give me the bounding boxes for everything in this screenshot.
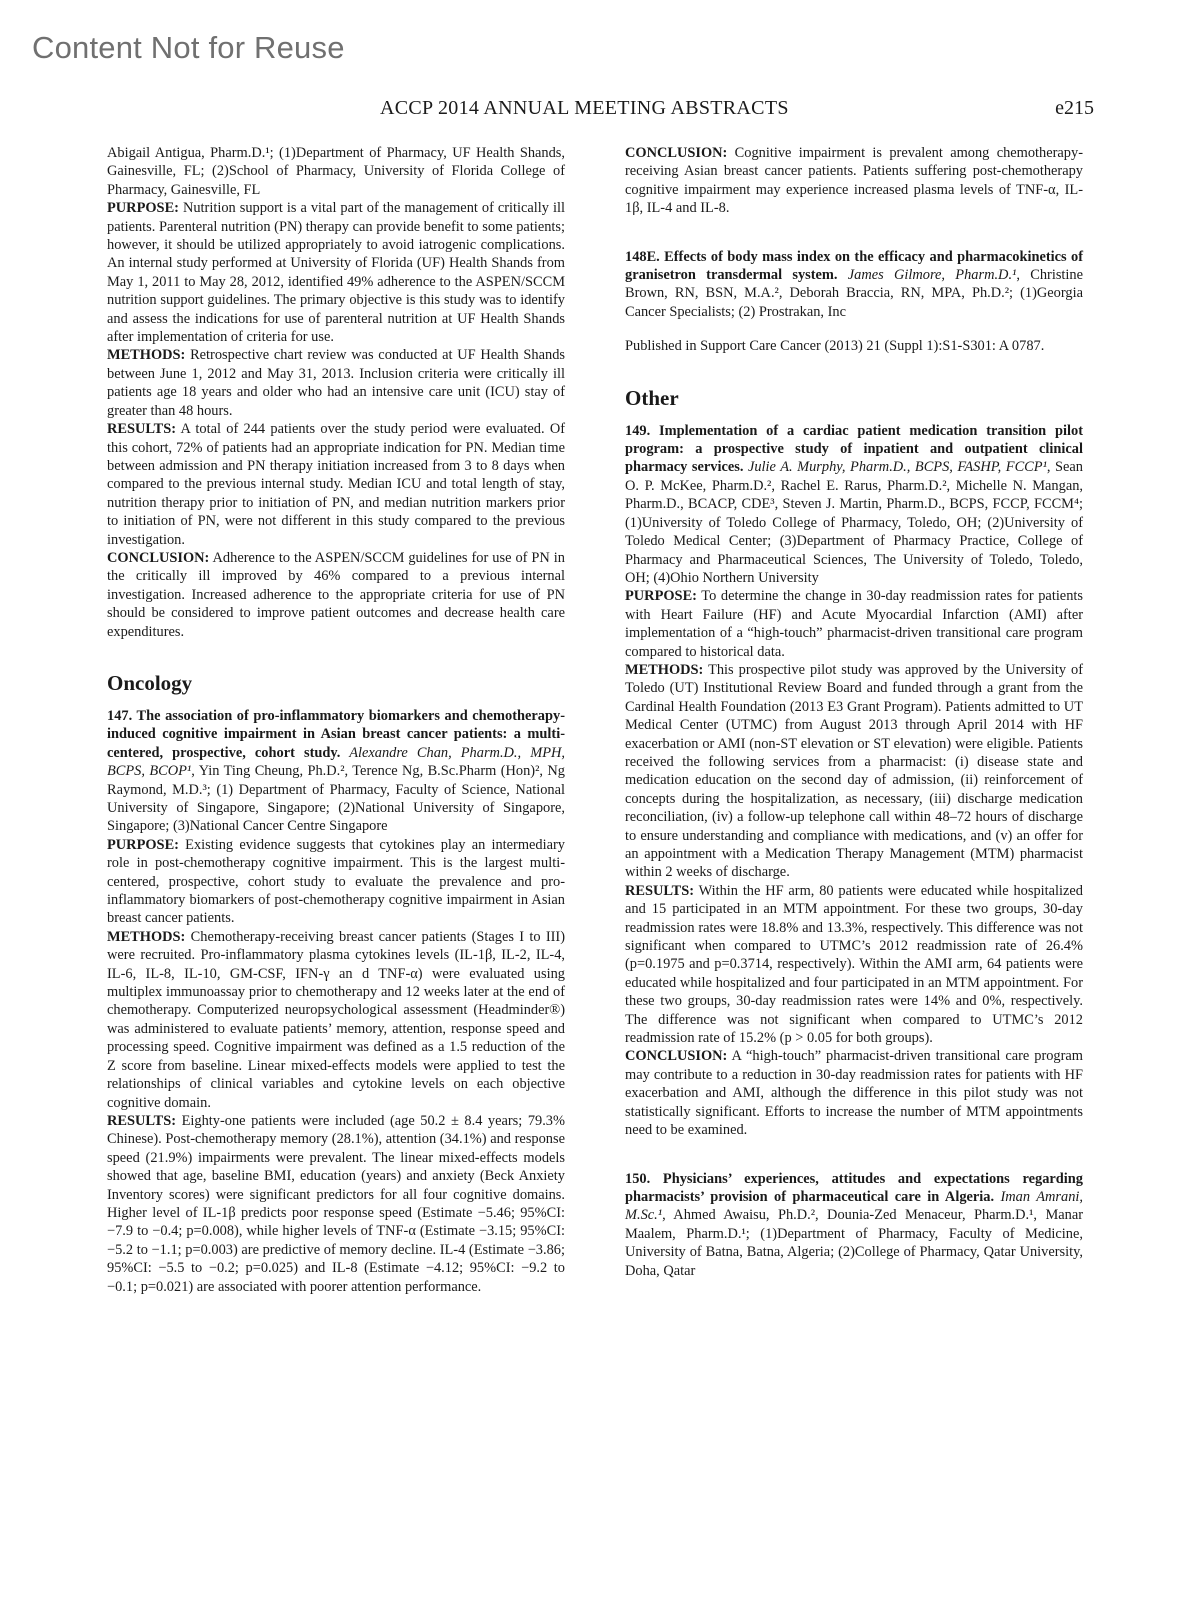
- abstract-149-results: [625, 882, 1083, 1048]
- results-label: RESULTS:: [625, 882, 695, 899]
- abstract-148e-title: 148E. Effects of body mass index on the efficacy and pharmacokinetics of granisetron transdermal system.: [625, 248, 1083, 284]
- results-label: RESULTS:: [107, 421, 177, 438]
- abstract-150-authors: , Ahmed Awaisu, Ph.D.², Dounia-Zed Menaceur, Pharm.D.¹, Manar Maalem, Pharm.D.¹; (1)Department of Pharmacy, Faculty of Medicine, University of Batna, Batna, Algeria; (2)College of Pharmacy, Qatar University, Doha, Qatar: [625, 1207, 1083, 1279]
- prev-abstract-results: [107, 420, 565, 549]
- abstract-149-lead-author: Julie A. Murphy, Pharm.D., BCPS, FASHP, FCCP¹: [743, 459, 1047, 476]
- abstract-150-lead-author: Iman Amrani, M.Sc.¹: [625, 1188, 1084, 1224]
- abstract-148e-header: [625, 248, 1083, 322]
- abstract-147-results: [107, 1112, 565, 1296]
- results-label: RESULTS:: [107, 1112, 177, 1129]
- results-text: Eighty-one patients were included (age 50.2 ± 8.4 years; 79.3% Chinese). Post-chemotherapy memory (28.1%), attention (34.1%) and response speed (21.9%) impairments were prevalent. The linear mixed-effects models showed that age, baseline BMI, education (years) and anxiety (Beck Anxiety Inventory scores) were significant predictors for all four cognitive domains. Higher level of IL-1β predicts poor response speed (Estimate −5.46; 95%CI: −7.9 to −0.4; p=0.008), while higher levels of TNF-α (Estimate −3.15; 95%CI: −5.2 to −1.1; p=0.003) are predictive of memory decline. IL-4 (Estimate −3.86; 95%CI: −5.5 to −0.2; p=0.025) and IL-8 (Estimate −4.12; 95%CI: −9.2 to −0.1; p=0.021) are associated with poorer attention performance.: [107, 1112, 565, 1295]
- purpose-text: Nutrition support is a vital part of the management of critically ill patients. Parenteral nutrition (PN) therapy can provide benefit to some patients; however, it should be utilized appropriately to avoid iatrogenic complications. An internal study performed at University of Florida (UF) Health Shands from May 1, 2011 to May 28, 2012, identified 49% adherence to the ASPEN/SCCM nutrition support guidelines. The primary objective is this study was to identify and assess the indications for use of parenteral nutrition at UF Health Shands after implementation of criteria for use.: [107, 200, 565, 346]
- abstract-149-purpose: [625, 587, 1083, 661]
- prev-abstract-methods: [107, 346, 565, 420]
- section-heading-oncology: Oncology: [107, 670, 193, 695]
- conclusion-label: CONCLUSION:: [625, 145, 728, 161]
- abstract-147-lead-author: Alexandre Chan, Pharm.D., MPH, BCPS, BCOP¹: [107, 744, 565, 780]
- abstract-150-header: [625, 1170, 1083, 1280]
- purpose-label: PURPOSE:: [625, 588, 697, 605]
- running-title: ACCP 2014 ANNUAL MEETING ABSTRACTS: [380, 97, 789, 119]
- methods-text: This prospective pilot study was approved by the University of Toledo (UT) Institutional Review Board and funded through a grant from the Cardinal Health Foundation (2013 E3 Grant Program). Patients admitted to UT Medical Center (UTMC) from August 2013 through April 2014 with HF exacerbation or AMI (non-ST elevation or ST elevation) were eligible. Patients received the following services from a pharmacist: (i) disease state and medication education on the second day of admission, (ii) reinforcement of concepts during the hospitalization, as necessary, (iii) discharge medication reconciliation, (iv) a follow-up telephone call within 48–72 hours of discharge to ensure understanding and compliance with medications, and (v) an offer for an appointment with a Medication Therapy Management (MTM) pharmacist within 2 weeks of discharge.: [625, 661, 1083, 881]
- page-number: e215: [1055, 97, 1094, 119]
- abstract-148e-published: Published in Support Care Cancer (2013) 21 (Suppl 1):S1-S301: A 0787.: [625, 338, 1045, 355]
- conclusion-label: CONCLUSION:: [107, 549, 210, 566]
- abstract-147-title: 147. The association of pro-inflammatory biomarkers and chemotherapy-induced cognitive impairment in Asian breast cancer patients: a multi-centered, prospective, cohort study.: [107, 707, 565, 761]
- purpose-text: Existing evidence suggests that cytokines play an intermediary role in post-chemotherapy cognitive impairment. This is the largest multi-centered, prospective, cohort study to evaluate the prevalence and pro-inflammatory biomarkers of post-chemotherapy cognitive impairment in Asian breast cancer patients.: [107, 836, 565, 927]
- conclusion-text: Cognitive impairment is prevalent among chemotherapy-receiving Asian breast cancer patients. Patients suffering post-chemotherapy cognitive impairment may experience increased plasma levels of TNF-α, IL-1β, IL-4 and IL-8.: [625, 145, 1083, 217]
- section-heading-other: Other: [625, 385, 679, 410]
- abstract-149-conclusion: [625, 1047, 1083, 1139]
- methods-label: METHODS:: [625, 661, 704, 678]
- results-text: Within the HF arm, 80 patients were educated while hospitalized and 15 participated in an MTM appointment. For these two groups, 30-day readmission rates were 18.8% and 13.3%, respectively. This difference was not significant when compared to UTMC’s 2012 readmission rate of 26.4% (p=0.1975 and p=0.3714, respectively). Within the AMI arm, 64 patients were educated while hospitalized and four participated in an MTM appointment. For these two groups, 30-day readmission rates were 14% and 0%, respectively. The difference was not significant when compared to UTMC’s 2012 readmission rate of 15.2% (p > 0.05 for both groups).: [625, 882, 1083, 1047]
- prev-abstract-affiliation: Abigail Antigua, Pharm.D.¹; (1)Department of Pharmacy, UF Health Shands, Gainesville, FL; (2)School of Pharmacy, University of Florida College of Pharmacy, Gainesville, FL: [107, 145, 565, 198]
- prev-abstract-purpose: [107, 199, 565, 346]
- methods-label: METHODS:: [107, 928, 186, 945]
- abstract-147-header: [107, 707, 565, 836]
- conclusion-label: CONCLUSION:: [625, 1048, 728, 1065]
- abstract-147-purpose: [107, 836, 565, 928]
- watermark: Content Not for Reuse: [32, 30, 345, 65]
- purpose-text: To determine the change in 30-day readmission rates for patients with Heart Failure (HF) and Acute Myocardial Infarction (AMI) after implementation of a “high-touch” pharmacist-driven transitional care program compared to historical data.: [625, 588, 1083, 660]
- conclusion-text: Adherence to the ASPEN/SCCM guidelines for use of PN in the critically ill improved by 46% compared to a previous internal investigation. Increased adherence to the appropriate criteria for use of PN should be considered to improve patient outcomes and decrease health care expenditures.: [107, 549, 565, 640]
- abstract-147-methods: [107, 928, 565, 1112]
- prev-abstract-conclusion: [107, 549, 565, 641]
- abstract-147-conclusion: [625, 144, 1083, 218]
- methods-label: METHODS:: [107, 347, 186, 364]
- results-text: A total of 244 patients over the study period were evaluated. Of this cohort, 72% of patients had an appropriate indication for PN. Median time between admission and PN therapy initiation increased from 3 to 8 days when compared to the previous internal study. Median ICU and total length of stay, nutrition therapy prior to initiation of PN, and median nutrition markers prior to initiation of PN, were not different in this study compared to the previous investigation.: [107, 421, 565, 548]
- right-column: [625, 144, 1083, 1280]
- abstract-150-title: 150. Physicians’ experiences, attitudes and expectations regarding pharmacists’ provision of pharmaceutical care in Algeria.: [625, 1170, 1083, 1205]
- abstract-147-authors: , Yin Ting Cheung, Ph.D.², Terence Ng, B.Sc.Pharm (Hon)², Ng Raymond, M.D.³; (1) Department of Pharmacy, Faculty of Science, National University of Singapore, Singapore; (2)National University of Singapore, Singapore; (3)National Cancer Centre Singapore: [107, 763, 565, 835]
- abstract-149-title: 149. Implementation of a cardiac patient medication transition pilot program: a prospective study of inpatient and outpatient clinical pharmacy services.: [625, 422, 1083, 476]
- purpose-label: PURPOSE:: [107, 836, 179, 853]
- purpose-label: PURPOSE:: [107, 200, 179, 217]
- abstract-149-methods: [625, 661, 1083, 882]
- abstract-148e-authors: , Christine Brown, RN, BSN, M.A.², Deborah Braccia, RN, MPA, Ph.D.²; (1)Georgia Cancer Specialists; (2) Prostrakan, Inc: [625, 267, 1083, 320]
- abstract-149-header: [625, 422, 1083, 588]
- left-column: [107, 144, 565, 1296]
- methods-text: Chemotherapy-receiving breast cancer patients (Stages I to III) were recruited. Pro-inflammatory plasma cytokines levels (IL-1β, IL-2, IL-4, IL-6, IL-8, IL-10, GM-CSF, IFN-γ an d TNF-α) were evaluated using multiplex immunoassay prior to chemotherapy and 12 weeks later at the end of chemotherapy. Computerized neuropsychological assessment (Headminder®) was administered to evaluate patients’ memory, attention, response speed and processing speed. Cognitive impairment was defined as a 1.5 reduction of the Z score from baseline. Linear mixed-effects models were applied to test the relationships of clinical variables and cytokine levels on each objective cognitive domain.: [107, 928, 565, 1111]
- methods-text: Retrospective chart review was conducted at UF Health Shands between June 1, 2012 and May 31, 2013. Inclusion criteria were critically ill patients age 18 years and older who had an intensive care unit (ICU) stay of greater than 48 hours.: [107, 347, 565, 419]
- abstract-148e-lead-author: James Gilmore, Pharm.D.¹: [837, 267, 1017, 284]
- conclusion-text: A “high-touch” pharmacist-driven transitional care program may contribute to a reduction in 30-day readmission rates for patients with HF exacerbation and AMI, although the difference in this pilot study was not statistically significant. Efforts to increase the number of MTM appointments need to be examined.: [625, 1048, 1083, 1139]
- abstract-149-authors: , Sean O. P. McKee, Pharm.D.², Rachel E. Rarus, Pharm.D.², Michelle N. Mangan, Pharm.D., BCACP, CDE³, Steven J. Martin, Pharm.D., BCPS, FCCP, FCCM⁴; (1)University of Toledo College of Pharmacy, Toledo, OH; (2)University of Toledo Medical Center; (3)Department of Pharmacy Practice, College of Pharmacy and Pharmaceutical Sciences, The University of Toledo, Toledo, OH; (4)Ohio Northern University: [625, 459, 1083, 586]
